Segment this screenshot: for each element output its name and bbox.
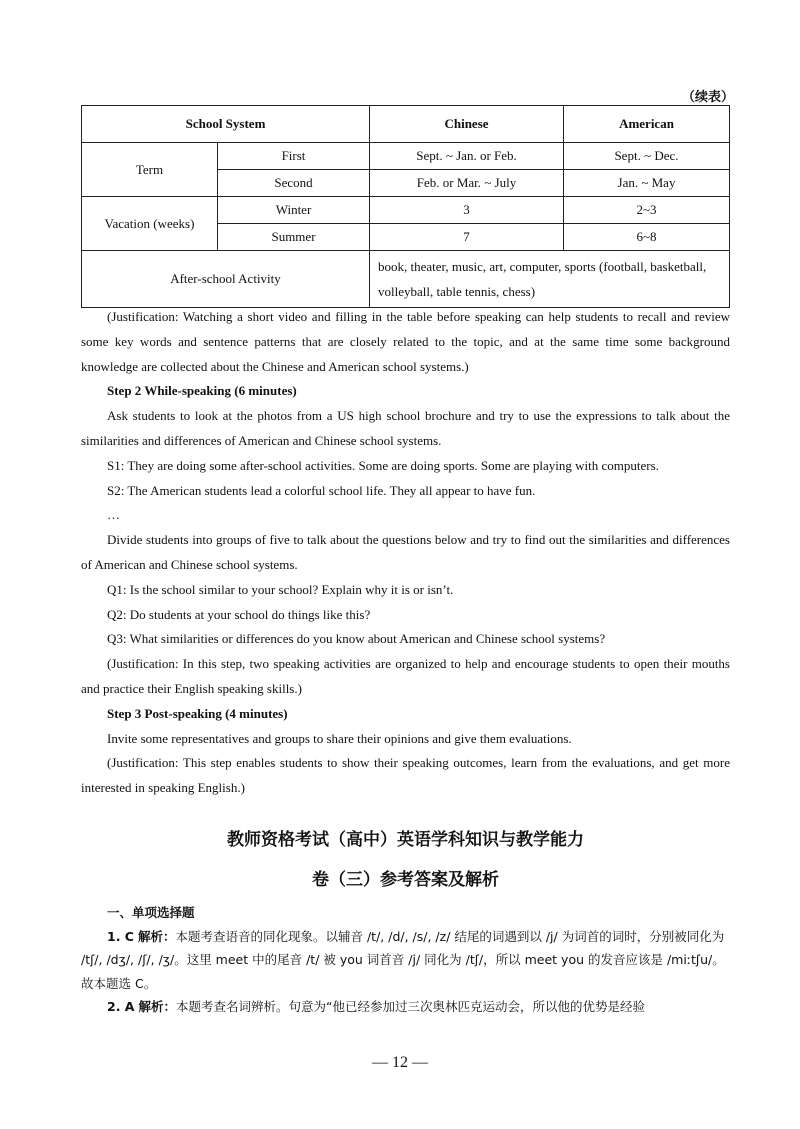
sample-answer-s1: S1: They are doing some after-school activities. Some are doing sports. Some are playing with computers. <box>107 457 659 473</box>
question-q2: Q2: Do students at your school do things like this? <box>107 606 371 622</box>
header-american: American <box>564 106 730 143</box>
vacation-summer-label: Summer <box>218 224 370 251</box>
answer-key-title <box>81 826 730 906</box>
school-system-table <box>81 105 730 308</box>
continued-label: （续表） <box>681 90 734 105</box>
answer-2 <box>81 995 730 1019</box>
vacation-winter-american: 2~3 <box>564 197 730 224</box>
answer-1-number: 1. C <box>107 928 134 944</box>
term-first-label: First <box>218 143 370 170</box>
justification-1: (Justification: Watching a short video and filling in the table before speaking can help students to recall and review some key words and sentence patterns that are closely related to the topic, and at the same time some background knowledge are collected about the Chinese and American school systems.) <box>81 309 730 374</box>
activity-label: After-school Activity <box>82 251 370 308</box>
activity-value: book, theater, music, art, computer, sports (football, basketball, volleyball, table tennis, chess) <box>370 251 730 308</box>
section-heading: 一、单项选择题 <box>107 905 195 920</box>
justification-2: (Justification: In this step, two speaking activities are organized to help and encourage students to open their mouths and practice their English speaking skills.) <box>81 656 730 696</box>
answer-section <box>81 901 730 1019</box>
term-label: Term <box>82 143 218 197</box>
term-first-chinese: Sept. ~ Jan. or Feb. <box>370 143 564 170</box>
table-row <box>82 197 730 224</box>
question-q1: Q1: Is the school similar to your school? Explain why it is or isn’t. <box>107 581 454 597</box>
answer-2-label: 解析： <box>138 999 176 1014</box>
header-school-system: School System <box>82 106 370 143</box>
vacation-label: Vacation (weeks) <box>82 197 218 251</box>
step3-paragraph-1: Invite some representatives and groups to share their opinions and give them evaluations. <box>107 730 572 746</box>
justification-3: (Justification: This step enables students to show their speaking outcomes, learn from the evaluations, and get more interested in speaking English.) <box>81 755 730 796</box>
vacation-summer-american: 6~8 <box>564 224 730 251</box>
sample-answer-s2: S2: The American students lead a colorful school life. They all appear to have fun. <box>107 482 536 498</box>
title-line-1: 教师资格考试（高中）英语学科知识与教学能力 <box>227 830 584 850</box>
answer-1 <box>81 925 730 996</box>
answer-1-text: 本题考查语音的同化现象。以辅音 /t/, /d/, /s/, /z/ 结尾的词遇到以 /j/ 为词首的词时，分别被同化为 /tʃ/, /dʒ/, /ʃ/, /ʒ/。这里 meet 中的尾音 /t/ 被 you 词首音 /j/ 同化为 /tʃ/，所以 meet you 的发音应该是 /miːtʃu/。故本题选 C。 <box>81 928 725 991</box>
table-header-row <box>82 106 730 143</box>
lesson-plan-body <box>81 305 730 801</box>
table-row <box>82 251 730 308</box>
term-second-american: Jan. ~ May <box>564 170 730 197</box>
step2-paragraph-1: Ask students to look at the photos from a US high school brochure and try to use the expressions to talk about the similarities and differences of American and Chinese school systems. <box>81 408 730 448</box>
term-second-label: Second <box>218 170 370 197</box>
header-chinese: Chinese <box>370 106 564 143</box>
table-row <box>82 143 730 170</box>
step2-paragraph-2: Divide students into groups of five to talk about the questions below and try to find out the similarities and differences of American and Chinese school systems. <box>81 532 730 572</box>
question-q3: Q3: What similarities or differences do you know about American and Chinese school systems? <box>107 631 606 647</box>
title-line-2: 卷（三）参考答案及解析 <box>312 870 499 890</box>
answer-2-number: 2. A <box>107 999 135 1014</box>
answer-1-label: 解析： <box>137 928 176 944</box>
vacation-winter-chinese: 3 <box>370 197 564 224</box>
ellipsis: … <box>107 507 120 523</box>
page-number: — 12 — <box>372 1054 428 1071</box>
answer-2-text: 本题考查名词辨析。句意为“他已经参加过三次奥林匹克运动会，所以他的优势是经验 <box>175 999 645 1014</box>
step3-title: Step 3 Post-speaking (4 minutes) <box>107 705 288 721</box>
step2-title: Step 2 While-speaking (6 minutes) <box>107 383 297 399</box>
vacation-winter-label: Winter <box>218 197 370 224</box>
term-first-american: Sept. ~ Dec. <box>564 143 730 170</box>
term-second-chinese: Feb. or Mar. ~ July <box>370 170 564 197</box>
vacation-summer-chinese: 7 <box>370 224 564 251</box>
